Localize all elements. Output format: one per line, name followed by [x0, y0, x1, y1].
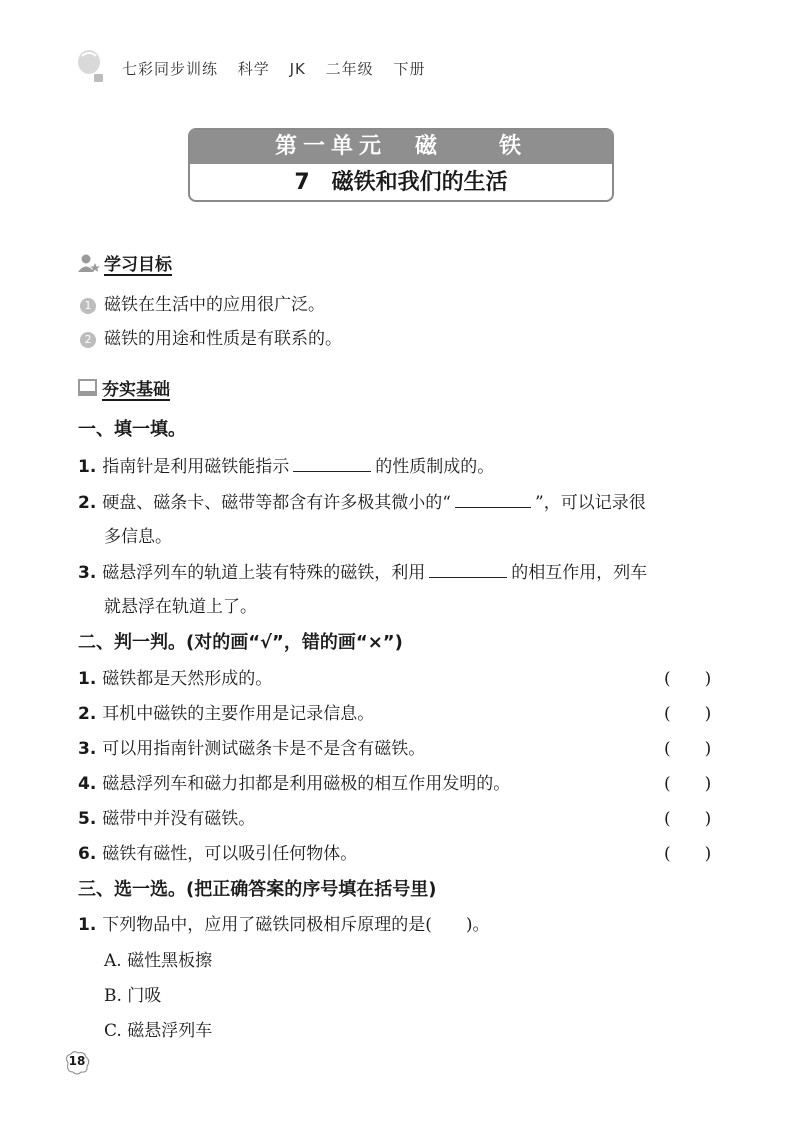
question-number: 3.: [78, 563, 97, 583]
question-text: 的相互作用，列车: [511, 563, 648, 583]
question-number: 5.: [78, 809, 97, 829]
answer-parentheses[interactable]: ( ): [664, 774, 712, 794]
answer-blank[interactable]: [429, 576, 507, 578]
balloon-logo-icon: [76, 50, 106, 84]
fill-section-title: 一、填一填。: [78, 419, 186, 440]
unit-banner: [188, 128, 614, 202]
question-number: 1.: [78, 915, 97, 935]
question-text: ”，可以记录很: [535, 493, 646, 513]
answer-parentheses[interactable]: ( ): [664, 739, 712, 759]
goals-heading: [78, 250, 172, 278]
judge-question-5: [78, 804, 255, 829]
question-number: 1.: [78, 669, 97, 689]
term: 下册: [393, 60, 426, 78]
judge-section-title: 二、判一判。(对的画“√”，错的画“×”): [78, 632, 403, 653]
question-number: 3.: [78, 739, 97, 759]
running-header: [122, 58, 439, 79]
judge-question-1: [78, 664, 272, 689]
book-icon: [78, 379, 98, 402]
answer-parentheses[interactable]: ( ): [664, 669, 712, 689]
question-text: 磁铁都是天然形成的。: [102, 669, 273, 689]
question-number: 1.: [78, 457, 97, 477]
question-text: 耳机中磁铁的主要作用是记录信息。: [102, 704, 375, 724]
choose-question-1: [78, 910, 490, 935]
basics-heading: [78, 375, 170, 402]
choose-section-title: 三、选一选。(把正确答案的序号填在括号里): [78, 879, 437, 900]
fill-question-3-cont: 就悬浮在轨道上了。: [104, 597, 257, 617]
goals-heading-text: 学习目标: [104, 255, 172, 275]
basics-heading-text: 夯实基础: [102, 380, 170, 400]
question-number: 4.: [78, 774, 97, 794]
judge-question-4: [78, 769, 510, 794]
fill-question-3: [78, 558, 647, 583]
question-text: 指南针是利用磁铁能指示: [102, 457, 290, 477]
answer-parentheses[interactable]: ( ): [664, 809, 712, 829]
question-text: 可以用指南针测试磁条卡是不是含有磁铁。: [102, 739, 426, 759]
goal-number: 1: [80, 298, 96, 314]
subject: 科学: [237, 60, 270, 78]
question-number: 6.: [78, 844, 97, 864]
question-text: 下列物品中，应用了磁铁同极相斥原理的是( )。: [102, 915, 490, 935]
answer-parentheses[interactable]: ( ): [664, 844, 712, 864]
series-name: 七彩同步训练: [122, 60, 219, 78]
question-text: 的性质制成的。: [375, 457, 495, 477]
goal-text: 磁铁的用途和性质是有联系的。: [104, 329, 342, 349]
edition: JK: [289, 60, 306, 78]
option-a[interactable]: A. 磁性黑板擦: [104, 951, 213, 971]
question-text: 磁带中并没有磁铁。: [102, 809, 256, 829]
lesson-title: 7 磁铁和我们的生活: [294, 170, 508, 195]
fill-question-1: [78, 452, 494, 477]
question-number: 2.: [78, 704, 97, 724]
answer-parentheses[interactable]: ( ): [664, 704, 712, 724]
goal-text: 磁铁在生活中的应用很广泛。: [104, 295, 325, 315]
page-number: 18: [68, 1054, 86, 1068]
fill-question-2: [78, 488, 646, 513]
option-c[interactable]: C. 磁悬浮列车: [104, 1021, 213, 1041]
question-text: 硬盘、磁条卡、磁带等都含有许多极其微小的“: [102, 493, 451, 513]
question-text: 磁悬浮列车的轨道上装有特殊的磁铁，利用: [102, 563, 426, 583]
page-number-badge: [62, 1050, 92, 1076]
goal-number: 2: [80, 332, 96, 348]
judge-question-3: [78, 734, 425, 759]
fill-question-2-cont: 多信息。: [104, 527, 172, 547]
answer-blank[interactable]: [293, 470, 371, 472]
goal-item: [80, 324, 342, 349]
option-b[interactable]: B. 门吸: [104, 986, 162, 1006]
judge-question-2: [78, 699, 374, 724]
question-number: 2.: [78, 493, 97, 513]
question-text: 磁悬浮列车和磁力扣都是利用磁极的相互作用发明的。: [102, 774, 511, 794]
unit-title: 第一单元 磁 铁: [190, 130, 612, 164]
judge-question-6: [78, 839, 357, 864]
goal-item: [80, 290, 325, 315]
question-text: 磁铁有磁性，可以吸引任何物体。: [102, 844, 358, 864]
person-star-icon: [78, 253, 100, 278]
answer-blank[interactable]: [455, 506, 531, 508]
grade: 二年级: [325, 60, 374, 78]
